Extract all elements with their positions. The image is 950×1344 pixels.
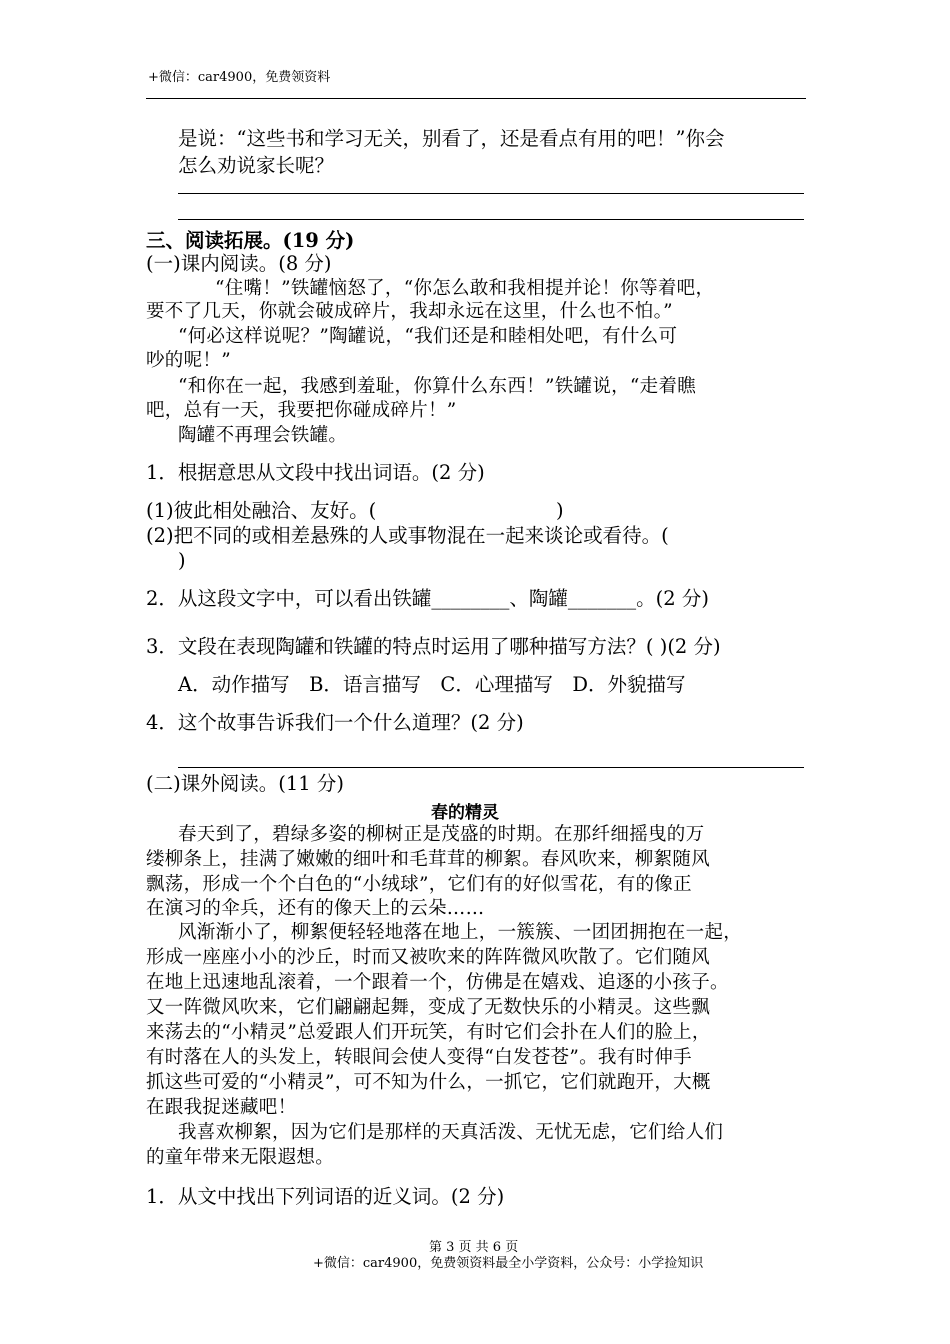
section-heading: 三、阅读拓展。(19 分) — [146, 229, 355, 252]
page-number: 第 3 页 共 6 页 — [429, 1240, 519, 1255]
passage-line: 飘荡，形成一个个白色的“小绒球”，它们有的好似雪花，有的像正 — [146, 874, 692, 895]
question-text-line: 怎么劝说家长呢？ — [178, 154, 335, 177]
question-1: 1．根据意思从文段中找出词语。(2 分) — [146, 461, 485, 484]
passage-line: 缕柳条上，挂满了嫩嫩的细叶和毛茸茸的柳絮。春风吹来，柳絮随风 — [146, 849, 711, 870]
passage-line: “住嘴！”铁罐恼怒了，“你怎么敢和我相提并论！你等着吧， — [215, 278, 715, 299]
passage-line: 风渐渐小了，柳絮便轻轻地落在地上，一簇簇、一团团拥抱在一起， — [178, 922, 743, 943]
question-2: 2．从这段文字中，可以看出铁罐________、陶罐_______。(2 分) — [146, 587, 709, 610]
passage-line: 在跟我捉迷藏吧！ — [146, 1097, 297, 1118]
passage-line: 陶罐不再理会铁罐。 — [178, 425, 348, 446]
question-1a: (1)彼此相处融洽、友好。( — [146, 499, 377, 522]
answer-line[interactable] — [178, 219, 804, 220]
question-1b-close: ) — [178, 549, 186, 572]
story-title: 春的精灵 — [431, 803, 499, 823]
answer-line[interactable] — [178, 193, 804, 194]
subsection-heading: (二)课外阅读。(11 分) — [146, 772, 344, 795]
passage-line: 抓这些可爱的“小精灵”，可不知为什么，一抓它，它们就跑开，大概 — [146, 1072, 711, 1093]
question-1b: (2)把不同的或相差悬殊的人或事物混在一起来谈论或看待。( — [146, 524, 669, 547]
footer-note: +微信：car4900，免费领资料最全小学资料，公众号：小学捡知识 — [313, 1256, 704, 1271]
question-3-options: A．动作描写 B．语言描写 C．心理描写 D．外貌描写 — [178, 673, 686, 696]
question-3: 3．文段在表现陶罐和铁罐的特点时运用了哪种描写方法？( )(2 分) — [146, 635, 721, 658]
header-rule — [146, 98, 806, 99]
passage-line: “和你在一起，我感到羞耻，你算什么东西！”铁罐说，“走着瞧 — [178, 376, 697, 397]
passage-line: 吧，总有一天，我要把你碰成碎片！” — [146, 400, 457, 421]
answer-line[interactable] — [178, 767, 804, 768]
passage-line: 吵的呢！” — [146, 350, 231, 371]
passage-line: 来荡去的“小精灵”总爱跟人们开玩笑，有时它们会扑在人们的脸上， — [146, 1022, 711, 1043]
question-1a-close: ) — [556, 499, 564, 522]
passage-line: 在演习的伞兵，还有的像天上的云朵…… — [146, 898, 485, 919]
passage-line: “何必这样说呢？”陶罐说，“我们还是和睦相处吧，有什么可 — [178, 326, 678, 347]
question-4: 4．这个故事告诉我们一个什么道理？(2 分) — [146, 711, 524, 734]
passage-line: 要不了几天，你就会破成碎片，我却永远在这里，什么也不怕。” — [146, 301, 673, 322]
question-5: 1．从文中找出下列词语的近义词。(2 分) — [146, 1185, 505, 1208]
subsection-heading: (一)课内阅读。(8 分) — [146, 252, 332, 275]
passage-line: 的童年带来无限遐想。 — [146, 1147, 335, 1168]
passage-line: 有时落在人的头发上，转眼间会使人变得“白发苍苍”。我有时伸手 — [146, 1047, 692, 1068]
passage-line: 形成一座座小小的沙丘，时而又被吹来的阵阵微风吹散了。它们随风 — [146, 947, 711, 968]
passage-line: 我喜欢柳絮，因为它们是那样的天真活泼、无忧无虑，它们给人们 — [178, 1122, 724, 1143]
passage-line: 又一阵微风吹来，它们翩翩起舞，变成了无数快乐的小精灵。这些飘 — [146, 997, 711, 1018]
header-text: +微信：car4900，免费领资料 — [148, 70, 331, 85]
passage-line: 春天到了，碧绿多姿的柳树正是茂盛的时期。在那纤细摇曳的万 — [178, 824, 705, 845]
question-text-line: 是说：“这些书和学习无关，别看了，还是看点有用的吧！”你会 — [178, 127, 725, 150]
passage-line: 在地上迅速地乱滚着，一个跟着一个，仿佛是在嬉戏、追逐的小孩子。 — [146, 972, 729, 993]
